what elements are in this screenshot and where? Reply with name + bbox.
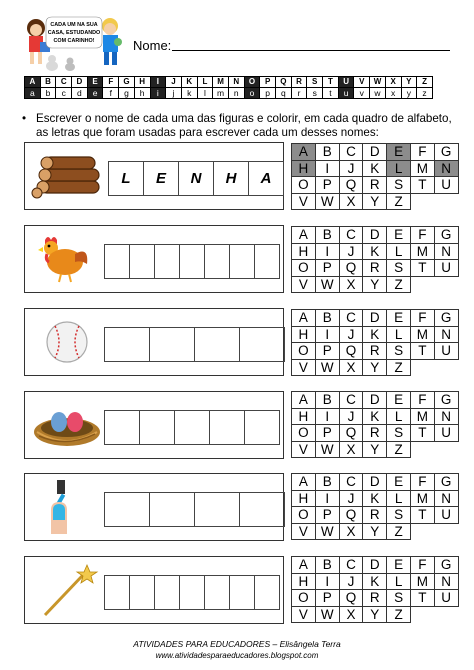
letter-box[interactable] [194, 327, 240, 362]
letter-box[interactable] [139, 410, 175, 445]
grid-letter[interactable]: B [315, 557, 339, 574]
exercise-panel-galinha [24, 225, 284, 293]
grid-letter[interactable]: P [315, 177, 339, 194]
answer-boxes [105, 575, 280, 610]
grid-letter[interactable]: M [410, 490, 434, 507]
strip-letter-upper: W [370, 77, 386, 88]
grid-letter[interactable]: G [434, 310, 458, 327]
strip-letter-upper: D [72, 77, 88, 88]
grid-letter[interactable]: Q [339, 343, 363, 360]
grid-letter[interactable]: M [410, 243, 434, 260]
letter-box[interactable] [239, 492, 285, 527]
grid-letter[interactable]: X [339, 193, 363, 210]
grid-letter[interactable]: J [339, 490, 363, 507]
strip-letter-lower: v [354, 88, 370, 99]
instruction-text: Escrever o nome de cada uma das figuras e colorir, em cada quadro de alfabeto, as letras que foram usadas para escrever cada um desses nomes: [36, 112, 452, 139]
grid-letter[interactable]: D [363, 392, 387, 409]
grid-letter[interactable]: E [387, 144, 411, 161]
grid-letter[interactable]: Y [363, 606, 387, 623]
grid-letter[interactable]: A [292, 227, 316, 244]
strip-letter-upper: C [56, 77, 72, 88]
strip-letter-lower: b [40, 88, 56, 99]
grid-letter[interactable]: W [315, 359, 339, 376]
letter-box[interactable] [179, 575, 205, 610]
letter-box[interactable] [154, 575, 180, 610]
grid-letter[interactable]: K [363, 160, 387, 177]
strip-letter-upper: L [197, 77, 213, 88]
strip-letter-lower: w [370, 88, 386, 99]
exercise-panel-bola [24, 308, 284, 376]
grid-letter[interactable]: F [410, 474, 434, 491]
grid-letter[interactable]: X [339, 441, 363, 458]
grid-letter[interactable]: H [292, 243, 316, 260]
grid-letter[interactable]: L [387, 573, 411, 590]
letter-box[interactable] [104, 327, 150, 362]
grid-letter[interactable]: T [410, 507, 434, 524]
grid-letter[interactable]: N [434, 408, 458, 425]
grid-letter[interactable]: U [434, 425, 458, 442]
grid-letter[interactable]: D [363, 310, 387, 327]
alphabet-grid [291, 309, 459, 376]
strip-letter-lower: d [72, 88, 88, 99]
grid-letter[interactable]: I [315, 243, 339, 260]
grid-letter[interactable]: L [387, 490, 411, 507]
grid-letter[interactable]: U [434, 177, 458, 194]
grid-letter[interactable]: C [339, 310, 363, 327]
letter-box[interactable] [129, 244, 155, 279]
letter-box[interactable]: A [248, 161, 284, 196]
strip-letter-upper: R [291, 77, 307, 88]
grid-letter[interactable]: M [410, 326, 434, 343]
strip-letter-upper: B [40, 77, 56, 88]
grid-letter[interactable]: F [410, 392, 434, 409]
strip-letter-lower: k [181, 88, 197, 99]
strip-letter-upper: A [25, 77, 41, 88]
letter-box[interactable]: E [143, 161, 179, 196]
grid-letter[interactable]: Y [363, 193, 387, 210]
grid-letter[interactable]: F [410, 227, 434, 244]
grid-letter[interactable]: N [434, 490, 458, 507]
grid-letter[interactable]: P [315, 425, 339, 442]
grid-letter[interactable]: O [292, 260, 316, 277]
grid-letter[interactable]: W [315, 606, 339, 623]
grid-letter[interactable]: E [387, 392, 411, 409]
letter-box[interactable]: H [213, 161, 249, 196]
letter-box[interactable] [129, 575, 155, 610]
grid-letter[interactable]: V [292, 359, 316, 376]
grid-letter[interactable]: Z [387, 606, 411, 623]
grid-letter[interactable]: H [292, 490, 316, 507]
grid-letter[interactable]: Q [339, 425, 363, 442]
grid-letter[interactable]: E [387, 474, 411, 491]
logo-line-3: COM CARINHO! [53, 38, 95, 44]
strip-letter-upper: K [181, 77, 197, 88]
strip-letter-upper: X [385, 77, 401, 88]
letter-box[interactable] [154, 244, 180, 279]
grid-letter[interactable]: U [434, 343, 458, 360]
dog-icon [46, 55, 58, 71]
exercise-panel-lenha [24, 142, 284, 210]
letter-box[interactable] [104, 575, 130, 610]
strip-letter-upper: E [87, 77, 103, 88]
grid-letter[interactable]: C [339, 392, 363, 409]
grid-letter[interactable]: O [292, 425, 316, 442]
grid-letter[interactable]: U [434, 260, 458, 277]
strip-letter-upper: O [244, 77, 260, 88]
grid-letter[interactable]: S [387, 590, 411, 607]
alphabet-grid [291, 391, 459, 458]
strip-letter-upper: J [166, 77, 182, 88]
grid-letter[interactable]: O [292, 177, 316, 194]
alphabet-grid [291, 473, 459, 540]
grid-letter[interactable]: F [410, 557, 434, 574]
grid-letter[interactable]: R [363, 507, 387, 524]
exercise-panel-varinha [24, 556, 284, 624]
letter-box[interactable]: N [178, 161, 214, 196]
bola-icon [31, 315, 103, 369]
grid-letter[interactable]: X [339, 276, 363, 293]
strip-letter-lower: a [25, 88, 41, 99]
letter-box[interactable] [149, 492, 195, 527]
strip-letter-lower: g [119, 88, 135, 99]
grid-letter[interactable]: A [292, 392, 316, 409]
grid-letter[interactable]: D [363, 557, 387, 574]
grid-letter[interactable]: L [387, 326, 411, 343]
logo-line-2: CASA, ESTUDANDO [47, 30, 101, 36]
grid-letter[interactable]: Q [339, 590, 363, 607]
grid-letter[interactable]: L [387, 408, 411, 425]
grid-letter[interactable]: K [363, 326, 387, 343]
bullet-icon: • [22, 112, 27, 125]
answer-boxes [105, 327, 285, 362]
grid-letter[interactable]: A [292, 474, 316, 491]
grid-letter[interactable]: T [410, 260, 434, 277]
grid-letter[interactable]: X [339, 606, 363, 623]
alphabet-grid [291, 226, 459, 293]
grid-letter[interactable]: E [387, 557, 411, 574]
letter-box[interactable] [239, 327, 285, 362]
grid-letter[interactable]: Z [387, 193, 411, 210]
grid-letter[interactable]: T [410, 177, 434, 194]
strip-letter-upper: Z [417, 77, 433, 88]
strip-letter-lower: j [166, 88, 182, 99]
name-field[interactable] [172, 50, 450, 51]
strip-letter-lower: l [197, 88, 213, 99]
strip-letter-upper: S [307, 77, 323, 88]
footer-title: ATIVIDADES PARA EDUCADORES [133, 639, 271, 649]
grid-letter[interactable]: J [339, 243, 363, 260]
grid-letter[interactable]: B [315, 144, 339, 161]
strip-letter-lower: q [276, 88, 292, 99]
grid-letter[interactable]: X [339, 359, 363, 376]
strip-letter-lower: e [87, 88, 103, 99]
strip-letter-lower: o [244, 88, 260, 99]
grid-letter[interactable]: S [387, 177, 411, 194]
galinha-icon [31, 232, 103, 286]
strip-letter-lower: u [338, 88, 354, 99]
grid-letter[interactable]: R [363, 177, 387, 194]
letter-box[interactable] [104, 410, 140, 445]
grid-letter[interactable]: J [339, 573, 363, 590]
grid-letter[interactable]: K [363, 573, 387, 590]
grid-letter[interactable]: V [292, 606, 316, 623]
alphabet-grid [291, 143, 459, 210]
grid-letter[interactable]: H [292, 160, 316, 177]
grid-letter[interactable]: M [410, 160, 434, 177]
grid-letter[interactable]: W [315, 523, 339, 540]
exercise-panel-unha [24, 473, 284, 541]
ninho-icon [31, 398, 103, 452]
grid-letter[interactable]: C [339, 144, 363, 161]
letter-box[interactable] [204, 244, 230, 279]
unha-icon [31, 480, 103, 534]
strip-letter-upper: G [119, 77, 135, 88]
grid-letter[interactable]: Y [363, 276, 387, 293]
grid-letter[interactable]: K [363, 243, 387, 260]
strip-letter-upper: P [260, 77, 276, 88]
grid-letter[interactable]: S [387, 343, 411, 360]
grid-letter[interactable]: Y [363, 441, 387, 458]
lenha-icon [31, 149, 103, 203]
grid-letter[interactable]: I [315, 326, 339, 343]
grid-letter[interactable]: N [434, 243, 458, 260]
grid-letter[interactable]: T [410, 343, 434, 360]
grid-letter[interactable]: M [410, 408, 434, 425]
letter-box[interactable] [104, 244, 130, 279]
logo-line-1: CADA UM NA SUA [50, 22, 98, 28]
grid-letter[interactable]: V [292, 441, 316, 458]
grid-letter[interactable]: N [434, 160, 458, 177]
strip-letter-lower: s [307, 88, 323, 99]
grid-letter[interactable]: O [292, 590, 316, 607]
strip-letter-lower: z [417, 88, 433, 99]
strip-letter-lower: c [56, 88, 72, 99]
strip-letter-lower: r [291, 88, 307, 99]
strip-letter-lower: t [323, 88, 339, 99]
footer-url: www.atividadesparaeducadores.blogspot.com [155, 651, 319, 660]
grid-letter[interactable]: S [387, 260, 411, 277]
grid-letter[interactable]: I [315, 490, 339, 507]
strip-letter-upper: T [323, 77, 339, 88]
letter-box[interactable] [229, 575, 255, 610]
grid-letter[interactable]: Z [387, 359, 411, 376]
grid-letter[interactable]: G [434, 227, 458, 244]
strip-letter-upper: I [150, 77, 166, 88]
strip-letter-lower: f [103, 88, 119, 99]
grid-letter[interactable]: A [292, 144, 316, 161]
grid-letter[interactable]: T [410, 425, 434, 442]
grid-letter[interactable]: C [339, 474, 363, 491]
grid-letter[interactable]: I [315, 160, 339, 177]
strip-letter-upper: Q [276, 77, 292, 88]
grid-letter[interactable]: K [363, 490, 387, 507]
grid-letter[interactable]: I [315, 573, 339, 590]
cat-icon [65, 58, 75, 72]
grid-letter[interactable]: W [315, 441, 339, 458]
letter-box[interactable]: L [108, 161, 144, 196]
exercise-panel-ninho [24, 391, 284, 459]
grid-letter[interactable]: D [363, 474, 387, 491]
grid-letter[interactable]: V [292, 523, 316, 540]
grid-letter[interactable]: H [292, 573, 316, 590]
grid-letter[interactable]: R [363, 343, 387, 360]
strip-letter-lower: p [260, 88, 276, 99]
footer-author: – Elisângela Terra [270, 639, 341, 649]
letter-box[interactable] [194, 492, 240, 527]
grid-letter[interactable]: O [292, 507, 316, 524]
strip-letter-lower: n [228, 88, 244, 99]
strip-letter-upper: H [134, 77, 150, 88]
footer-credit [0, 639, 474, 649]
answer-boxes [105, 410, 280, 445]
answer-boxes [105, 492, 285, 527]
instruction [22, 112, 462, 140]
strip-letter-upper: V [354, 77, 370, 88]
strip-letter-lower: x [385, 88, 401, 99]
grid-letter[interactable]: S [387, 425, 411, 442]
letter-box[interactable] [209, 410, 245, 445]
grid-letter[interactable]: X [339, 523, 363, 540]
grid-letter[interactable]: A [292, 310, 316, 327]
grid-letter[interactable]: E [387, 227, 411, 244]
strip-letter-upper: N [228, 77, 244, 88]
grid-letter[interactable]: R [363, 260, 387, 277]
grid-letter[interactable]: N [434, 326, 458, 343]
grid-letter[interactable]: I [315, 408, 339, 425]
letter-box[interactable] [254, 575, 280, 610]
grid-letter[interactable]: A [292, 557, 316, 574]
grid-letter[interactable]: G [434, 557, 458, 574]
strip-letter-upper: Y [401, 77, 417, 88]
grid-letter[interactable]: L [387, 243, 411, 260]
grid-letter[interactable]: W [315, 193, 339, 210]
grid-letter[interactable]: B [315, 474, 339, 491]
strip-letter-lower: h [134, 88, 150, 99]
grid-letter[interactable]: H [292, 326, 316, 343]
grid-letter[interactable]: J [339, 326, 363, 343]
grid-letter[interactable]: Z [387, 523, 411, 540]
grid-letter[interactable]: P [315, 343, 339, 360]
grid-letter[interactable]: E [387, 310, 411, 327]
grid-letter[interactable]: R [363, 425, 387, 442]
alphabet-strip [24, 76, 433, 99]
grid-letter[interactable]: W [315, 276, 339, 293]
strip-letter-lower: m [213, 88, 229, 99]
strip-letter-upper: M [213, 77, 229, 88]
grid-letter[interactable]: U [434, 507, 458, 524]
strip-letter-lower: y [401, 88, 417, 99]
grid-letter[interactable]: G [434, 474, 458, 491]
letter-box[interactable] [254, 244, 280, 279]
grid-letter[interactable]: D [363, 144, 387, 161]
grid-letter[interactable]: Y [363, 359, 387, 376]
grid-letter[interactable]: V [292, 276, 316, 293]
grid-letter[interactable]: P [315, 260, 339, 277]
grid-letter[interactable]: Q [339, 260, 363, 277]
grid-letter[interactable]: B [315, 227, 339, 244]
grid-letter[interactable]: J [339, 408, 363, 425]
strip-letter-lower: i [150, 88, 166, 99]
grid-letter[interactable]: J [339, 160, 363, 177]
grid-letter[interactable]: F [410, 310, 434, 327]
grid-letter[interactable]: V [292, 193, 316, 210]
strip-letter-upper: U [338, 77, 354, 88]
letter-box[interactable] [229, 244, 255, 279]
grid-letter[interactable]: H [292, 408, 316, 425]
grid-letter[interactable]: Y [363, 523, 387, 540]
answer-boxes [105, 244, 280, 279]
grid-letter[interactable]: S [387, 507, 411, 524]
grid-letter[interactable]: Q [339, 507, 363, 524]
grid-letter[interactable]: O [292, 343, 316, 360]
grid-letter[interactable]: T [410, 590, 434, 607]
grid-letter[interactable]: N [434, 573, 458, 590]
grid-letter[interactable]: G [434, 392, 458, 409]
letter-box[interactable] [149, 327, 195, 362]
letter-box[interactable] [204, 575, 230, 610]
letter-box[interactable] [179, 244, 205, 279]
grid-letter[interactable]: C [339, 227, 363, 244]
grid-letter[interactable]: L [387, 160, 411, 177]
grid-letter[interactable]: R [363, 590, 387, 607]
grid-letter[interactable]: F [410, 144, 434, 161]
grid-letter[interactable]: M [410, 573, 434, 590]
grid-letter[interactable]: C [339, 557, 363, 574]
grid-letter[interactable]: Z [387, 276, 411, 293]
strip-letter-upper: F [103, 77, 119, 88]
grid-letter[interactable]: P [315, 590, 339, 607]
grid-letter[interactable]: D [363, 227, 387, 244]
grid-letter[interactable]: U [434, 590, 458, 607]
alphabet-grid [291, 556, 459, 623]
grid-letter[interactable]: B [315, 392, 339, 409]
grid-letter[interactable]: K [363, 408, 387, 425]
logo-illustration [18, 14, 130, 76]
letter-box[interactable] [104, 492, 150, 527]
grid-letter[interactable]: Z [387, 441, 411, 458]
letter-box[interactable] [174, 410, 210, 445]
name-label: Nome: [133, 38, 172, 53]
boy-icon [102, 18, 122, 65]
grid-letter[interactable]: B [315, 310, 339, 327]
varinha-icon [31, 563, 103, 617]
grid-letter[interactable]: Q [339, 177, 363, 194]
grid-letter[interactable]: G [434, 144, 458, 161]
letter-box[interactable] [244, 410, 280, 445]
answer-boxes [109, 161, 284, 196]
grid-letter[interactable]: P [315, 507, 339, 524]
